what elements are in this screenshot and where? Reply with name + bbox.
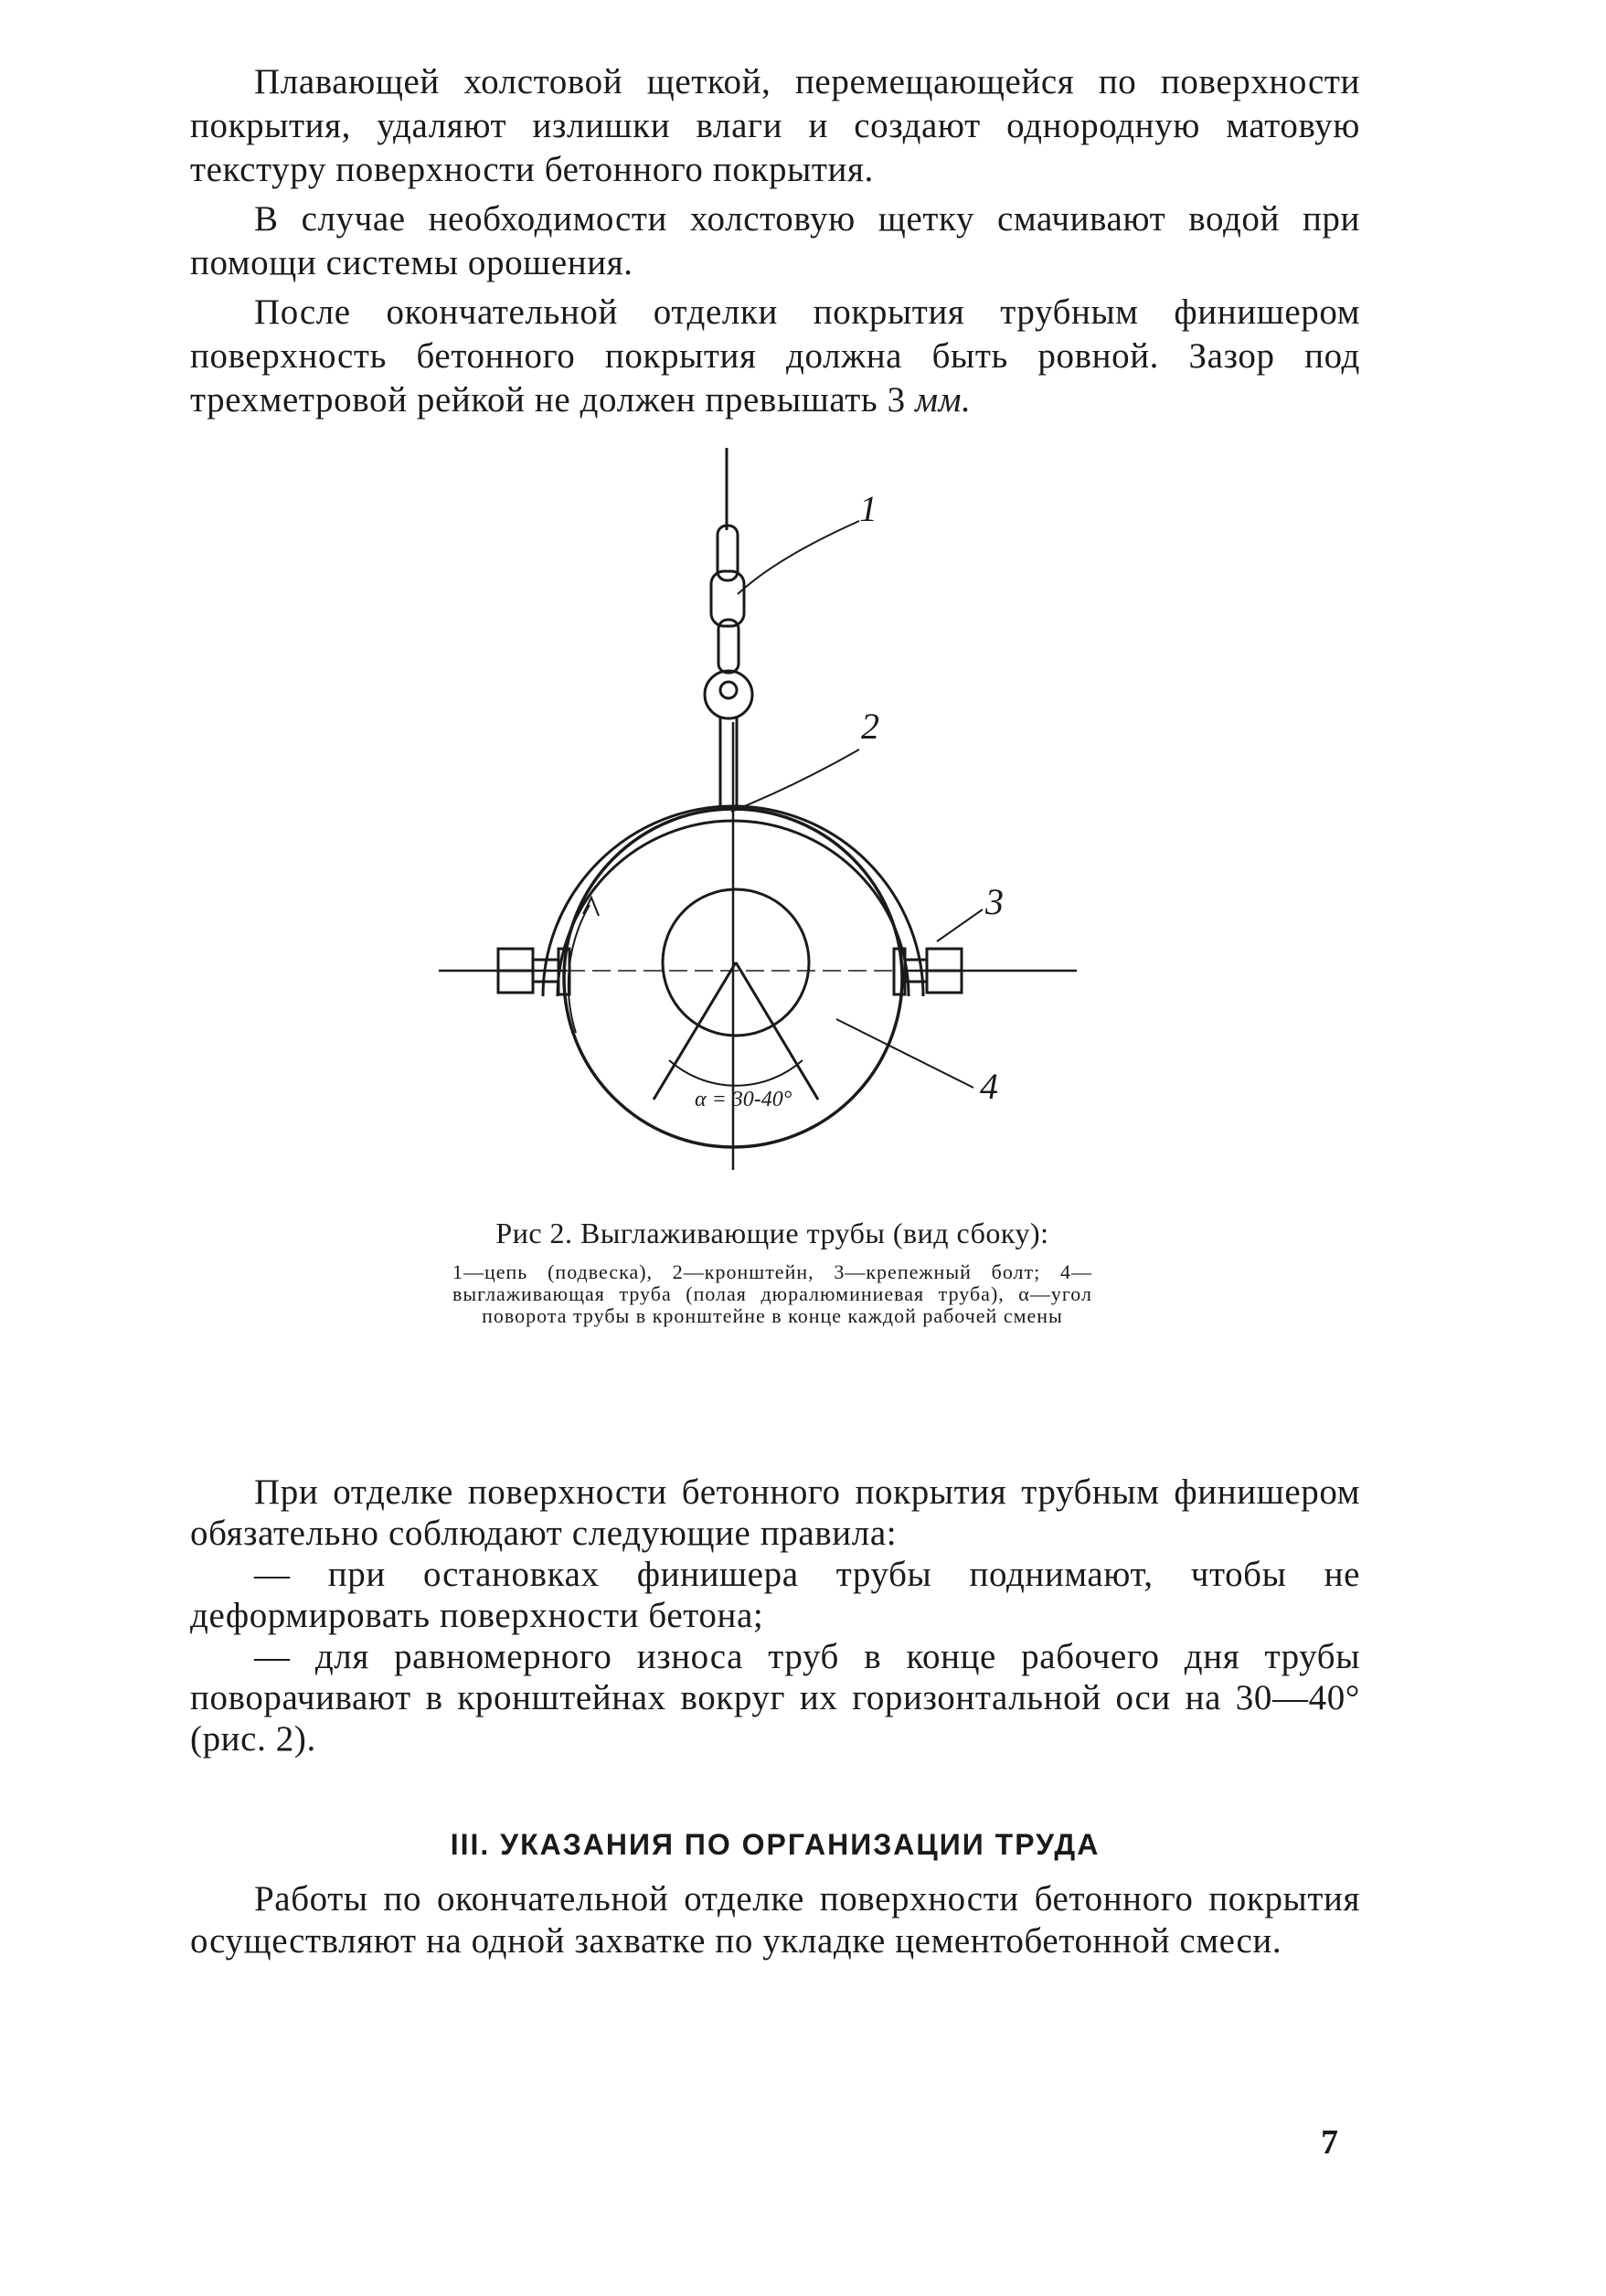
intro-text [190,60,1360,422]
paragraph-text: После окончательной отделки покрытия трубным финишером поверхность бетонного покрытия должна быть ровной. Зазор под трехметровой рейкой не должен превышать 3 [190,292,1360,420]
pipe-diagram [430,448,1124,1179]
callout-3: 3 [985,881,1004,922]
paragraph: Плавающей холстовой щеткой, перемещающейся по поверхности покрытия, удаляют излишки влаги и создают однородную матовую текстуру поверхности бетонного покрытия. [190,62,1360,189]
pipe-diagram-svg [430,448,1124,1179]
paragraph: Работы по окончательной отделке поверхности бетонного покрытия осуществляют на одной захватке по укладке цементобетонной смеси. [190,1879,1360,1961]
leader-line-4 [836,1019,973,1088]
list-item: — при остановках финишера трубы поднимают, чтобы не деформировать поверхности бетона; [190,1555,1360,1635]
leader-line-2 [731,749,859,812]
paragraph [190,291,1360,422]
rules-text [190,1472,1360,1759]
section-text [190,1878,1360,1962]
section-heading: III. УКАЗАНИЯ ПО ОРГАНИЗАЦИИ ТРУДА [450,1828,1101,1861]
caption-title: Рис 2. Выглаживающие трубы (вид сбоку): [495,1217,1049,1249]
paragraph: В случае необходимости холстовую щетку смачивают водой при помощи системы орошения. [190,199,1360,282]
angle-label: α = 30-40° [695,1088,792,1111]
leader-line-1 [738,521,859,594]
callout-4: 4 [980,1066,998,1107]
paragraph: При отделке поверхности бетонного покрытия трубным финишером обязательно соблюдают следующие правила: [190,1472,1360,1553]
chain-link [718,620,739,673]
caption-legend: 1—цепь (подвеска), 2—кронштейн, 3—крепежный болт; 4—выглаживающая труба (полая дюралюминиевая труба), α—угол поворота трубы в кронштейне в конце каждой рабочей смены [452,1260,1092,1327]
list-item: — для равномерного износа труб в конце рабочего дня трубы поворачивают в кронштейнах вокруг их горизонтальной оси на 30—40° (рис. 2). [190,1637,1360,1759]
suspension-eye [705,671,752,718]
leader-line-3 [937,909,983,941]
angle-arc [669,1060,803,1086]
page-number: 7 [1321,2123,1338,2162]
figure-caption [452,1216,1092,1327]
suspension-eye-hole [720,682,737,698]
callout-1: 1 [859,488,877,529]
unit-text: мм. [915,380,972,420]
callout-2: 2 [861,706,879,747]
